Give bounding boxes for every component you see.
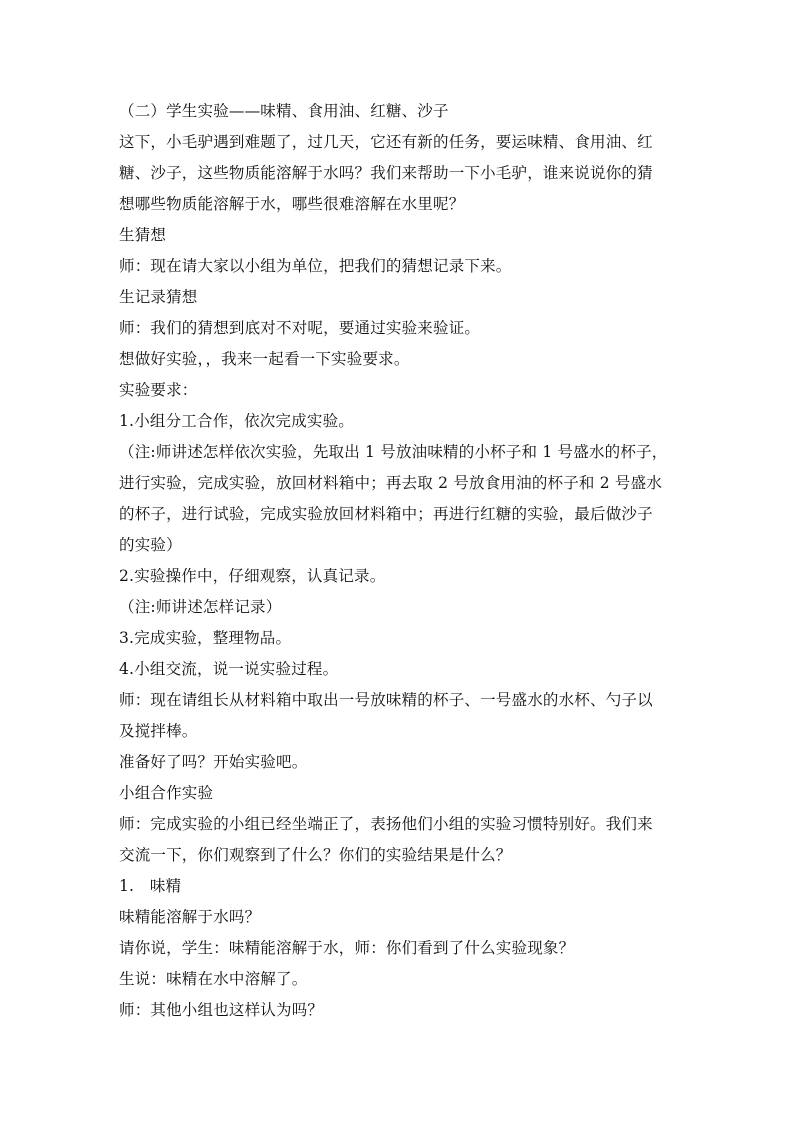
paragraph-line: 想哪些物质能溶解于水，哪些很难溶解在水里呢？ [119, 195, 465, 213]
section-heading: （二）学生实验——味精、食用油、红糖、沙子 [119, 102, 449, 120]
paragraph-line: 糖、沙子，这些物质能溶解于水吗？我们来帮助一下小毛驴，谁来说说你的猜 [119, 164, 653, 182]
paragraph-line: 师：完成实验的小组已经坐端正了，表扬他们小组的实验习惯特别好。我们来 [119, 815, 653, 833]
note-line: （注:师讲述怎样依次实验，先取出 1 号放油味精的小杯子和 1 号盛水的杯子， [119, 443, 668, 461]
paragraph-line: 师：现在请组长从材料箱中取出一号放味精的杯子、一号盛水的水杯、勺子以 [119, 691, 653, 709]
list-item: 1. 味精 [119, 877, 182, 895]
paragraph-line: 小组合作实验 [119, 784, 214, 802]
list-item: 3.完成实验，整理物品。 [119, 629, 292, 647]
note-line: 的实验） [119, 536, 182, 554]
paragraph-line: 想做好实验，，我来一起看一下实验要求。 [119, 350, 410, 368]
paragraph-line: 生记录猜想 [119, 288, 198, 306]
list-item: 4.小组交流，说一说实验过程。 [119, 660, 339, 678]
paragraph-line: 生说：味精在水中溶解了。 [119, 970, 308, 988]
list-item: 2.实验操作中，仔细观察，认真记录。 [119, 567, 386, 585]
paragraph-line: 师：其他小组也这样认为吗？ [119, 1001, 324, 1019]
paragraph-line: 师：现在请大家以小组为单位，把我们的猜想记录下来。 [119, 257, 512, 275]
note-line: （注:师讲述怎样记录） [119, 598, 282, 616]
note-line: 的杯子，进行试验，完成实验放回材料箱中；再进行红糖的实验，最后做沙子 [119, 505, 653, 523]
paragraph-line: 准备好了吗？开始实验吧。 [119, 753, 308, 771]
paragraph-line: 实验要求： [119, 381, 198, 399]
note-line: 进行实验，完成实验，放回材料箱中；再去取 2 号放食用油的杯子和 2 号盛水 [119, 474, 663, 492]
paragraph-line: 交流一下，你们观察到了什么？你们的实验结果是什么？ [119, 846, 512, 864]
paragraph-line: 这下，小毛驴遇到难题了，过几天，它还有新的任务，要运味精、食用油、红 [119, 133, 653, 151]
paragraph-line: 师：我们的猜想到底对不对呢，要通过实验来验证。 [119, 319, 481, 337]
document-body [119, 96, 675, 1026]
paragraph-line: 味精能溶解于水吗？ [119, 908, 261, 926]
list-item: 1.小组分工合作，依次完成实验。 [119, 412, 354, 430]
paragraph-line: 及搅拌棒。 [119, 722, 198, 740]
paragraph-line: 生猜想 [119, 226, 167, 244]
paragraph-line: 请你说，学生：味精能溶解于水，师：你们看到了什么实验现象？ [119, 939, 575, 957]
